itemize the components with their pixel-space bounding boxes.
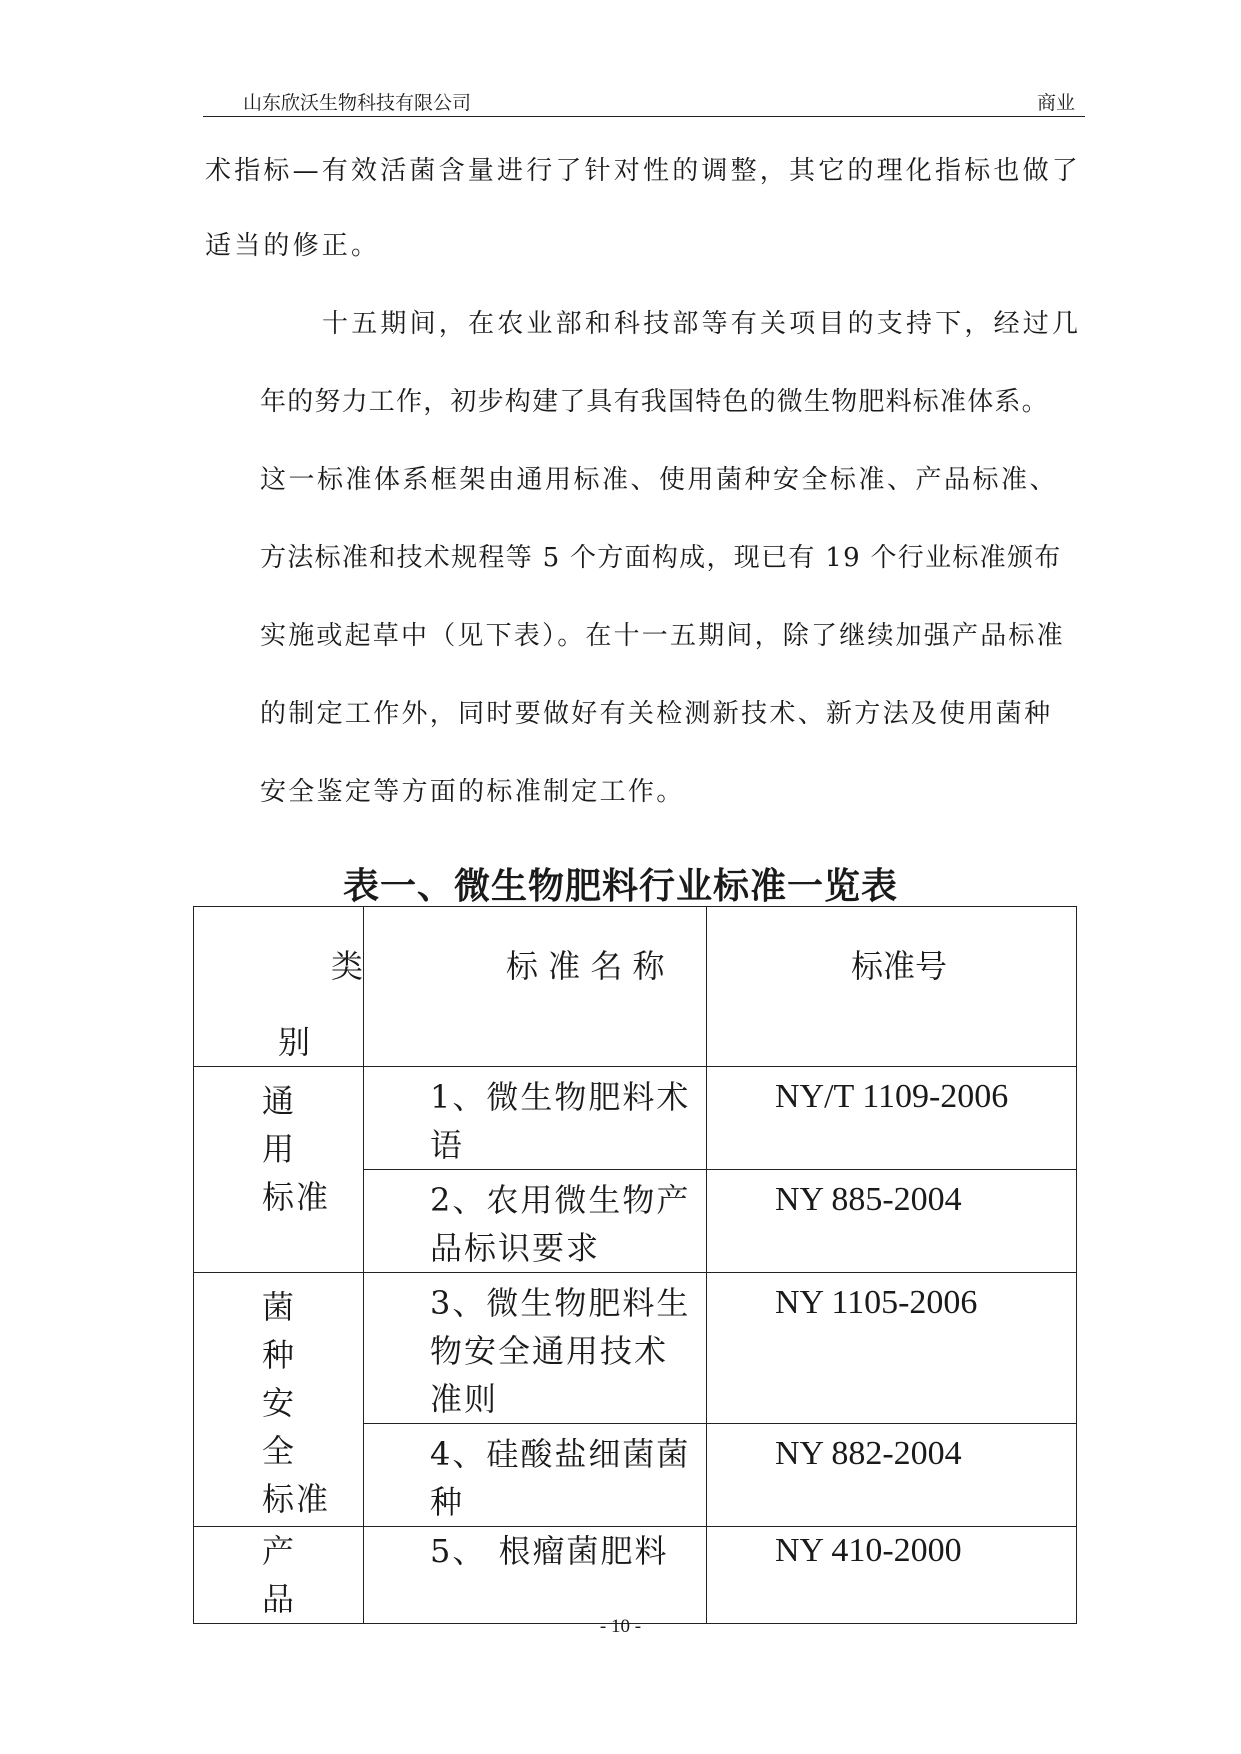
standard-number-cell xyxy=(707,1273,1077,1424)
standard-name-cell xyxy=(364,1067,707,1170)
header-name xyxy=(364,907,707,1067)
text-line: 年的努力工作，初步构建了具有我国特色的微生物肥料标准体系。 xyxy=(260,387,1049,417)
standard-number: NY/T 1109-2006 xyxy=(775,1078,1009,1115)
standard-name: 品标识要求 xyxy=(430,1229,601,1267)
category-cell xyxy=(194,1273,364,1527)
category-label: 通 用 xyxy=(262,1082,309,1168)
standard-number: NY 1105-2006 xyxy=(775,1284,978,1321)
standard-number-cell xyxy=(707,1170,1077,1273)
text-line: 十五期间，在农业部和科技部等有关项目的支持下，经过几 xyxy=(322,309,1082,339)
table-row xyxy=(194,1067,1077,1170)
standard-name: 4、硅酸盐细菌菌 xyxy=(430,1435,691,1473)
text-line: 方法标准和技术规程等 5 个方面构成，现已有 19 个行业标准颁布 xyxy=(260,543,1062,573)
text-line: 的制定工作外，同时要做好有关检测新技术、新方法及使用菌种 xyxy=(260,699,1053,729)
page-header xyxy=(203,84,1085,117)
text-line: 术指标—有效活菌含量进行了针对性的调整，其它的理化指标也做了 xyxy=(205,156,1082,186)
standard-name: 准则 xyxy=(430,1380,499,1418)
header-number-text: 标准号 xyxy=(851,947,948,985)
category-label: 标准 xyxy=(262,1480,331,1518)
category-label: 产 品 xyxy=(262,1532,309,1618)
standard-number-cell xyxy=(707,1527,1077,1624)
text-line: 适当的修正。 xyxy=(205,231,381,261)
standard-name-cell xyxy=(364,1527,707,1624)
header-category-bottom: 别 xyxy=(278,1023,311,1061)
standard-name: 1、微生物肥料术 xyxy=(430,1078,691,1116)
table-row xyxy=(194,1273,1077,1424)
standard-name: 物安全通用技术 xyxy=(430,1332,669,1370)
standard-name-cell xyxy=(364,1273,707,1424)
standard-name: 种 xyxy=(430,1483,465,1521)
standard-number-cell xyxy=(707,1424,1077,1527)
table-title: 表一、微生物肥料行业标准一览表 xyxy=(342,866,898,907)
category-label: 菌 种 xyxy=(262,1288,309,1374)
standard-name: 语 xyxy=(430,1126,465,1164)
standard-name-cell xyxy=(364,1170,707,1273)
header-number xyxy=(707,907,1077,1067)
standard-name-cell xyxy=(364,1424,707,1527)
table-header-row xyxy=(194,907,1077,1067)
category-cell xyxy=(194,1527,364,1624)
standard-number-cell xyxy=(707,1067,1077,1170)
standards-table xyxy=(193,906,1077,1624)
category-label: 安 全 xyxy=(262,1384,309,1470)
standard-name: 3、微生物肥料生 xyxy=(430,1284,691,1322)
table-row xyxy=(194,1527,1077,1624)
standard-number: NY 410-2000 xyxy=(775,1532,962,1569)
header-section-label: 商业 xyxy=(1036,92,1075,114)
company-name: 山东欣沃生物科技有限公司 xyxy=(243,92,472,114)
text-line: 实施或起草中（见下表）。在十一五期间，除了继续加强产品标准 xyxy=(260,621,1065,651)
category-cell xyxy=(194,1067,364,1273)
standard-number: NY 882-2004 xyxy=(775,1435,962,1472)
standard-number: NY 885-2004 xyxy=(775,1181,962,1218)
header-name-text: 标 准 名 称 xyxy=(506,947,665,985)
text-line: 这一标准体系框架由通用标准、使用菌种安全标准、产品标准、 xyxy=(260,465,1059,495)
standard-name: 5、 根瘤菌肥料 xyxy=(430,1532,669,1570)
page-number: - 10 - xyxy=(599,1616,642,1637)
category-label: 标准 xyxy=(262,1178,331,1216)
header-category xyxy=(194,907,364,1067)
standard-name: 2、农用微生物产 xyxy=(430,1181,691,1219)
header-category-top: 类 xyxy=(330,947,363,985)
text-line: 安全鉴定等方面的标准制定工作。 xyxy=(260,777,685,807)
